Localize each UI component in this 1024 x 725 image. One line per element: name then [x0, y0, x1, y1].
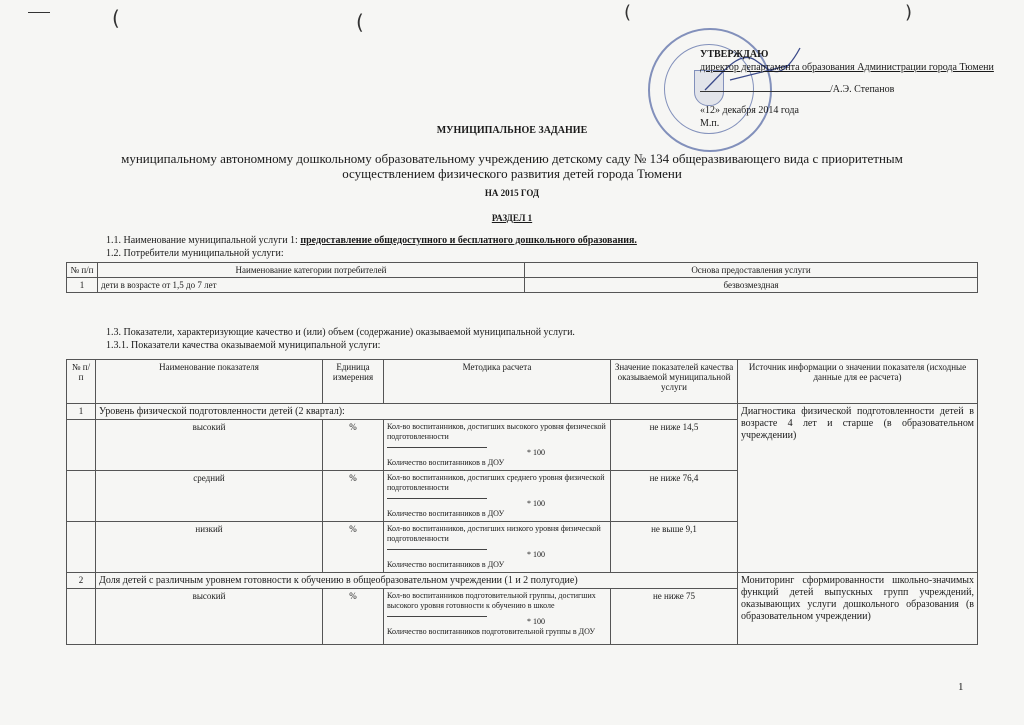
- approval-date: «12» декабря 2014 года: [700, 105, 799, 116]
- scan-mark: (: [356, 10, 364, 34]
- table-header: Источник информации о значении показателя (исходные данные для ее расчета): [738, 360, 978, 404]
- row-number: 2: [67, 573, 96, 589]
- indicator-level: низкий: [96, 522, 323, 573]
- calc-numerator: Кол-во воспитанников, достигших среднего уровня физической подготовленности: [387, 473, 605, 492]
- recipient-line-2: осуществлением физического развития детей города Тюмени: [342, 166, 682, 181]
- calc-numerator: Кол-во воспитанников подготовительной группы, достигших высокого уровня готовности к обучению в школе: [387, 591, 596, 610]
- scan-mark: (: [112, 6, 120, 30]
- indicator-value: не ниже 75: [611, 589, 738, 645]
- calc-numerator: Кол-во воспитанников, достигших высокого уровня физической подготовленности: [387, 422, 606, 441]
- table-header: Наименование категории потребителей: [98, 263, 525, 278]
- document-year: НА 2015 ГОД: [484, 188, 540, 198]
- table-cell: безвозмездная: [525, 278, 978, 293]
- scan-mark: (: [624, 2, 632, 23]
- paragraph-1-3: 1.3. Показатели, характеризующие качество и (или) объем (содержание) оказываемой муниципальной услуги.: [106, 327, 575, 338]
- calc-method: [384, 522, 611, 573]
- paragraph-1-2: 1.2. Потребители муниципальной услуги:: [106, 248, 284, 259]
- recipient: [0, 151, 1024, 181]
- table-header: Значение показателей качества оказываемой муниципальной услуги: [611, 360, 738, 404]
- calc-denominator: Количество воспитанников в ДОУ: [387, 560, 505, 569]
- calc-numerator: Кол-во воспитанников, достигших низкого уровня физической подготовленности: [387, 524, 601, 543]
- table-header: № п/п: [67, 263, 98, 278]
- section-title: РАЗДЕЛ 1: [491, 213, 533, 223]
- approval-block: [700, 48, 994, 130]
- page-number: 1: [958, 681, 964, 693]
- row-number: 1: [67, 404, 96, 420]
- calc-multiplier: * 100: [527, 550, 545, 559]
- table-cell: дети в возрасте от 1,5 до 7 лет: [98, 278, 525, 293]
- indicator-level: высокий: [96, 420, 323, 471]
- document-title: МУНИЦИПАЛЬНОЕ ЗАДАНИЕ: [436, 125, 588, 136]
- calc-multiplier: * 100: [527, 499, 545, 508]
- calc-multiplier: * 100: [527, 617, 545, 626]
- approval-heading: УТВЕРЖДАЮ: [700, 49, 769, 60]
- table-row: [67, 404, 978, 420]
- indicator-level: высокий: [96, 589, 323, 645]
- indicator-value: не выше 9,1: [611, 522, 738, 573]
- recipient-line-1: муниципальному автономному дошкольному образовательному учреждению детскому саду № 134 общеразвивающего вида с приоритетным: [121, 151, 903, 166]
- calc-denominator: Количество воспитанников в ДОУ: [387, 458, 505, 467]
- quality-indicators-table: [66, 359, 978, 645]
- indicator-level: средний: [96, 471, 323, 522]
- calc-method: [384, 471, 611, 522]
- unit: %: [323, 420, 384, 471]
- table-row: [67, 278, 978, 293]
- consumers-table: [66, 262, 978, 293]
- table-cell: 1: [67, 278, 98, 293]
- calc-denominator: Количество воспитанников подготовительной группы в ДОУ: [387, 627, 596, 636]
- service-name: предоставление общедоступного и бесплатного дошкольного образования.: [300, 235, 637, 246]
- table-header: № п/п: [67, 360, 96, 404]
- table-header: Методика расчета: [384, 360, 611, 404]
- approval-mp: М.п.: [700, 118, 720, 129]
- indicator-source: Мониторинг сформированности школьно-значимых функций детей выпускных групп учреждений, оказывающих услуги дошкольного образования (в образовательном учреждении): [738, 573, 978, 645]
- indicator-title: Доля детей с различным уровнем готовности к обучению в общеобразовательном учреждении (1 и 2 полугодие): [96, 573, 738, 589]
- table-header: Единица измерения: [323, 360, 384, 404]
- table-header: Наименование показателя: [96, 360, 323, 404]
- paragraph-1-3-1: 1.3.1. Показатели качества оказываемой муниципальной услуги:: [106, 340, 381, 351]
- indicator-source: Диагностика физической подготовленности детей в возрасте 4 лет и старше (в образовательном учреждении): [738, 404, 978, 573]
- indicator-title: Уровень физической подготовленности детей (2 квартал):: [96, 404, 738, 420]
- indicator-value: не ниже 76,4: [611, 471, 738, 522]
- calc-multiplier: * 100: [527, 448, 545, 457]
- unit: %: [323, 522, 384, 573]
- approval-name: /А.Э. Степанов: [830, 84, 895, 95]
- unit: %: [323, 471, 384, 522]
- paragraph-1-1: [106, 235, 637, 246]
- scan-mark: [28, 12, 50, 13]
- calc-method: [384, 589, 611, 645]
- approval-position: директор департамента образования Администрации города Тюмени: [700, 62, 994, 73]
- unit: %: [323, 589, 384, 645]
- indicator-value: не ниже 14,5: [611, 420, 738, 471]
- service-label: 1.1. Наименование муниципальной услуги 1:: [106, 235, 301, 246]
- scan-mark: ): [905, 2, 913, 23]
- table-header: Основа предоставления услуги: [525, 263, 978, 278]
- calc-denominator: Количество воспитанников в ДОУ: [387, 509, 505, 518]
- table-row: [67, 573, 978, 589]
- calc-method: [384, 420, 611, 471]
